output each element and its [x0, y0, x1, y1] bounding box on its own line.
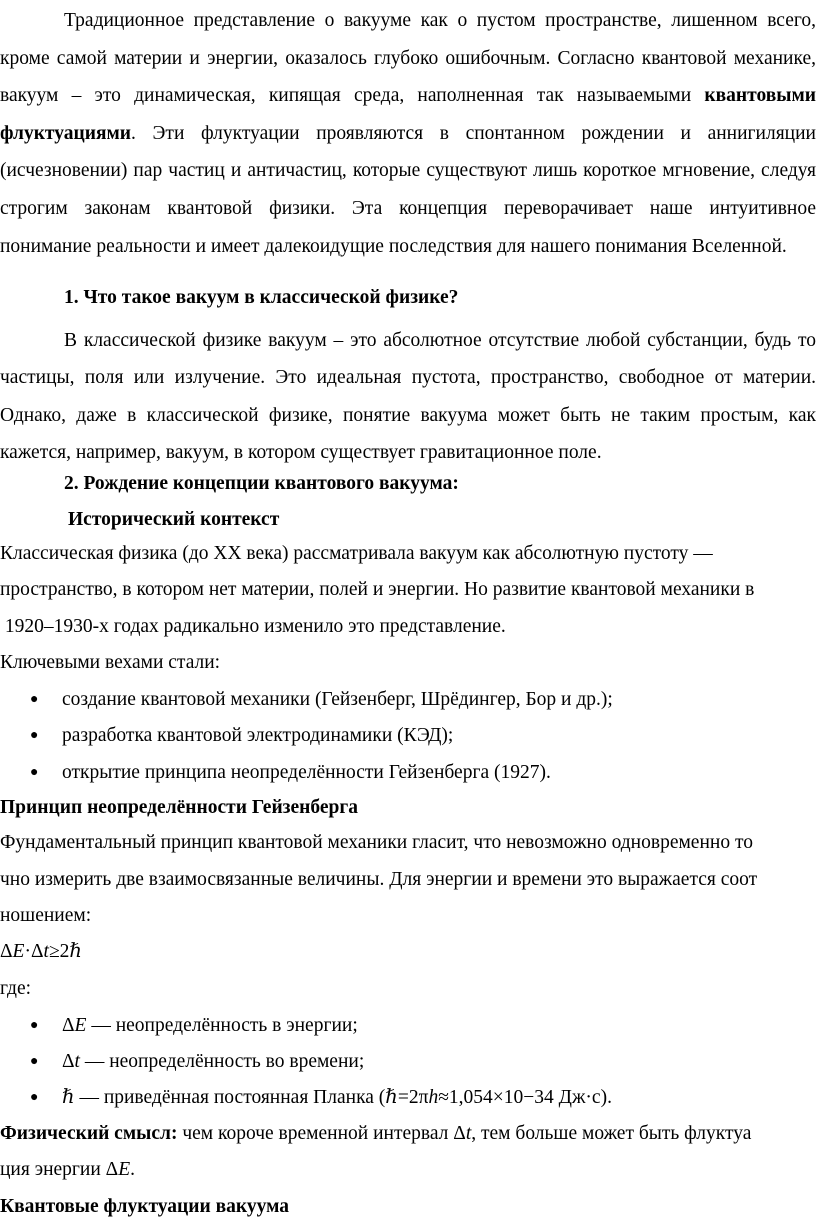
where-label: где:: [0, 978, 32, 999]
heisenberg-heading: Принцип неопределённости Гейзенберга: [0, 797, 358, 818]
section2-subheading: Исторический контекст: [68, 509, 280, 530]
list-item-text: разработка квантовой электродинамики (КЭД);: [62, 725, 454, 746]
section1-paragraph: В классической физике вакуум – это абсолютное отсутствие любой субстанции, будь то частицы, поля или излучение. Это идеальная пустота, пространство, свободное от материи. Однако, даже в классической физике, понятие вакуума может быть не таким простым, как кажется, например, вакуум, в котором существует гравитационное поле.: [0, 330, 816, 463]
intro-text-start: Традиционное представление о вакууме как о пустом пространстве, лишенном всего, кроме самой материи и энергии, оказалось глубоко ошибочным. Согласно квантовой механике, вакуум – это динамическая, кипящая среда, наполненная так называемыми: [0, 10, 816, 107]
heisenberg-line-1: Фундаментальный принцип квантовой механики гласит, что невозможно одновременно то: [0, 832, 753, 853]
history-line-3: 1920–1930-х годах радикально изменило это представление.: [0, 616, 506, 637]
uncertainty-formula: ΔE·Δt≥2ℏ: [0, 941, 82, 962]
bullet-icon: ●: [30, 765, 39, 780]
physical-meaning-line-1: Физический смысл: чем короче временной интервал Δt, тем больше может быть флуктуа: [0, 1123, 752, 1144]
physical-meaning-line-2: ция энергии ΔE.: [0, 1159, 136, 1180]
bullet-icon: ●: [30, 728, 39, 743]
list-item-text: открытие принципа неопределённости Гейзенберга (1927).: [62, 762, 551, 783]
intro-text-end: . Эти флуктуации проявляются в спонтанном рождении и аннигиляции (исчезновении) пар частиц и античастиц, которые существуют лишь короткое мгновение, следуя строгим законам квантовой физики. Эта концепция переворачивает наше интуитивное понимание реальности и имеет далекоидущие последствия для нашего понимания Вселенной.: [0, 122, 816, 257]
milestones-intro: Ключевыми вехами стали:: [0, 652, 221, 673]
bullet-icon: ●: [30, 1090, 39, 1105]
fluctuations-heading: Квантовые флуктуации вакуума: [0, 1196, 289, 1217]
intro-paragraph: [0, 2, 816, 265]
history-line-2: пространство, в котором нет материи, полей и энергии. Но развитие квантовой механики в: [0, 579, 755, 600]
history-line-1: Классическая физика (до XX века) рассматривала вакуум как абсолютную пустоту —: [0, 543, 713, 564]
physical-meaning-label: Физический смысл:: [0, 1123, 178, 1144]
section2-heading: 2. Рождение концепции квантового вакуума:: [64, 473, 459, 494]
bullet-icon: ●: [30, 1018, 39, 1033]
list-item-text: создание квантовой механики (Гейзенберг, Шрёдингер, Бор и др.);: [62, 689, 613, 710]
bullet-icon: ●: [30, 1054, 39, 1069]
heisenberg-line-2: чно измерить две взаимосвязанные величины. Для энергии и времени это выражается соот: [0, 869, 758, 890]
section1-heading: 1. Что такое вакуум в классической физике?: [64, 287, 459, 308]
intro-bold-term: квантовыми флуктуациями: [0, 85, 816, 144]
bullet-icon: ●: [30, 692, 39, 707]
definition-planck: ℏ — приведённая постоянная Планка (ℏ=2πh≈1,054×10−34 Дж·с).: [62, 1087, 612, 1108]
definition-energy: ΔE — неопределённость в энергии;: [62, 1015, 358, 1036]
heisenberg-line-3: ношением:: [0, 905, 92, 926]
definition-time: Δt — неопределённость во времени;: [62, 1051, 365, 1072]
